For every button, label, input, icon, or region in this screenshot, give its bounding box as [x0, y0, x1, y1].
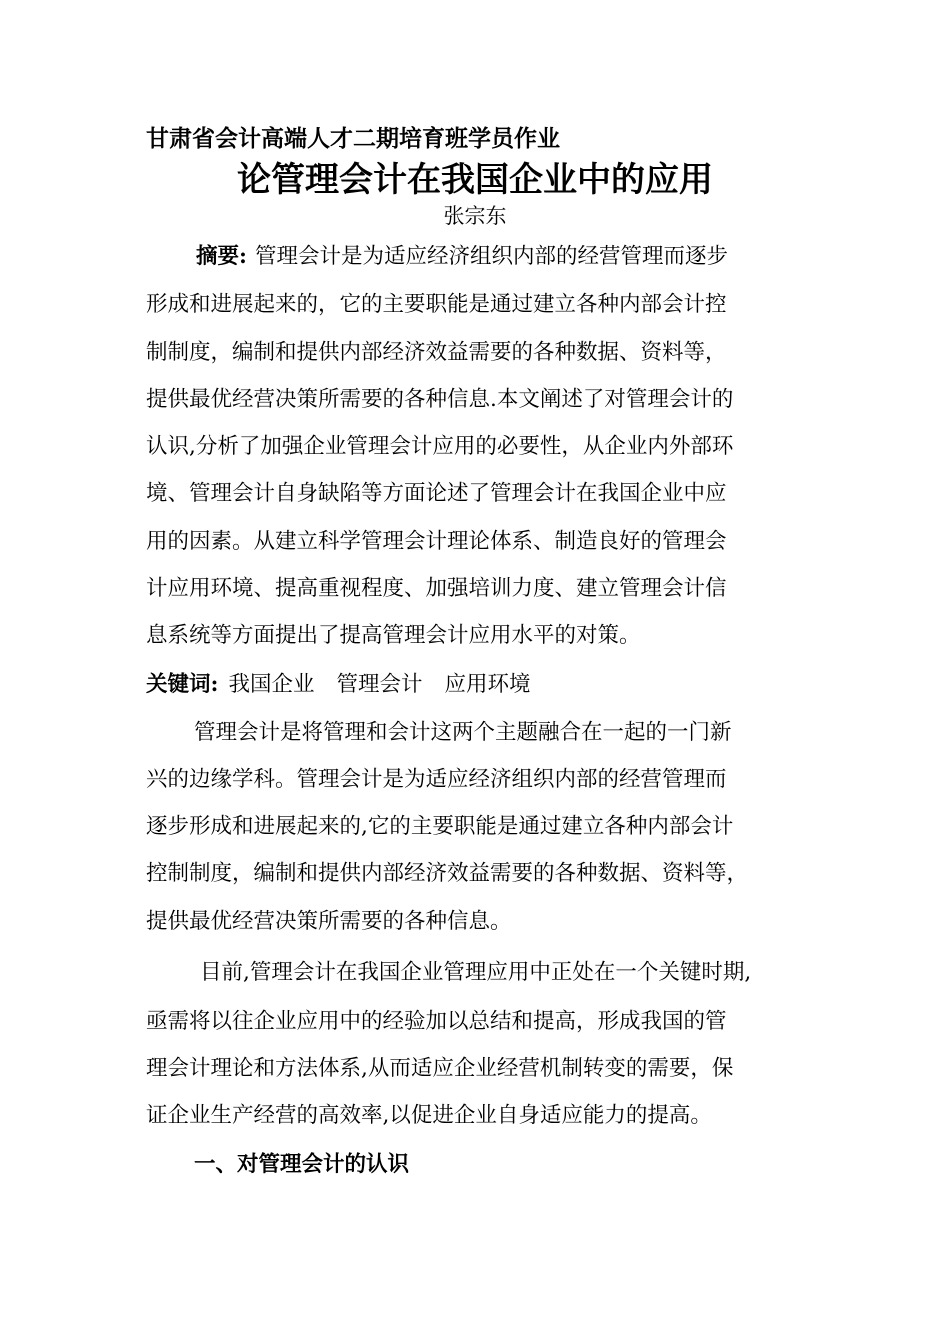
keyword-item: 应用环境	[444, 672, 531, 697]
program-header: 甘肃省会计高端人才二期培育班学员作业	[146, 125, 560, 152]
paragraph-line: 控制制度，编制和提供内部经济效益需要的各种数据、资料等，	[146, 861, 749, 886]
keywords-line	[146, 670, 530, 700]
abstract-line: 认识,分析了加强企业管理会计应用的必要性，从企业内外部环	[146, 434, 734, 459]
paragraph-line: 亟需将以往企业应用中的经验加以总结和提高，形成我国的管	[146, 1009, 727, 1034]
paragraph-line: 证企业生产经营的高效率,以促进企业自身适应能力的提高。	[146, 1103, 712, 1128]
abstract-text: 管理会计是为适应经济组织内部的经营管理而逐步	[254, 244, 728, 269]
paragraph-line: 理会计理论和方法体系,从而适应企业经营机制转变的需要，保	[146, 1056, 734, 1081]
abstract-line	[196, 242, 728, 272]
abstract-line: 息系统等方面提出了提高管理会计应用水平的对策。	[146, 623, 641, 648]
keywords-label: 关键词:	[146, 672, 219, 697]
paragraph-line: 目前,管理会计在我国企业管理应用中正处在一个关键时期,	[200, 960, 752, 985]
abstract-line: 境、管理会计自身缺陷等方面论述了管理会计在我国企业中应	[146, 481, 727, 506]
paragraph-line: 管理会计是将管理和会计这两个主题融合在一起的一门新	[194, 720, 732, 745]
keyword-item: 我国企业	[228, 672, 315, 697]
abstract-line: 计应用环境、提高重视程度、加强培训力度、建立管理会计信	[146, 576, 727, 601]
abstract-line: 制制度，编制和提供内部经济效益需要的各种数据、资料等，	[146, 340, 727, 365]
abstract-line: 用的因素。从建立科学管理会计理论体系、制造良好的管理会	[146, 529, 727, 554]
abstract-line: 提供最优经营决策所需要的各种信息.本文阐述了对管理会计的	[146, 387, 734, 412]
paragraph-line: 提供最优经营决策所需要的各种信息。	[146, 909, 512, 934]
abstract-label: 摘要:	[196, 244, 247, 269]
section-heading: 一、对管理会计的认识	[194, 1152, 410, 1177]
document-title: 论管理会计在我国企业中的应用	[237, 160, 713, 200]
author-name: 张宗东	[443, 204, 507, 228]
keyword-item: 管理会计	[336, 672, 423, 697]
abstract-line: 形成和进展起来的，它的主要职能是通过建立各种内部会计控	[146, 292, 727, 317]
paragraph-line: 兴的边缘学科。管理会计是为适应经济组织内部的经营管理而	[146, 767, 727, 792]
paragraph-line: 逐步形成和进展起来的,它的主要职能是通过建立各种内部会计	[146, 814, 734, 839]
